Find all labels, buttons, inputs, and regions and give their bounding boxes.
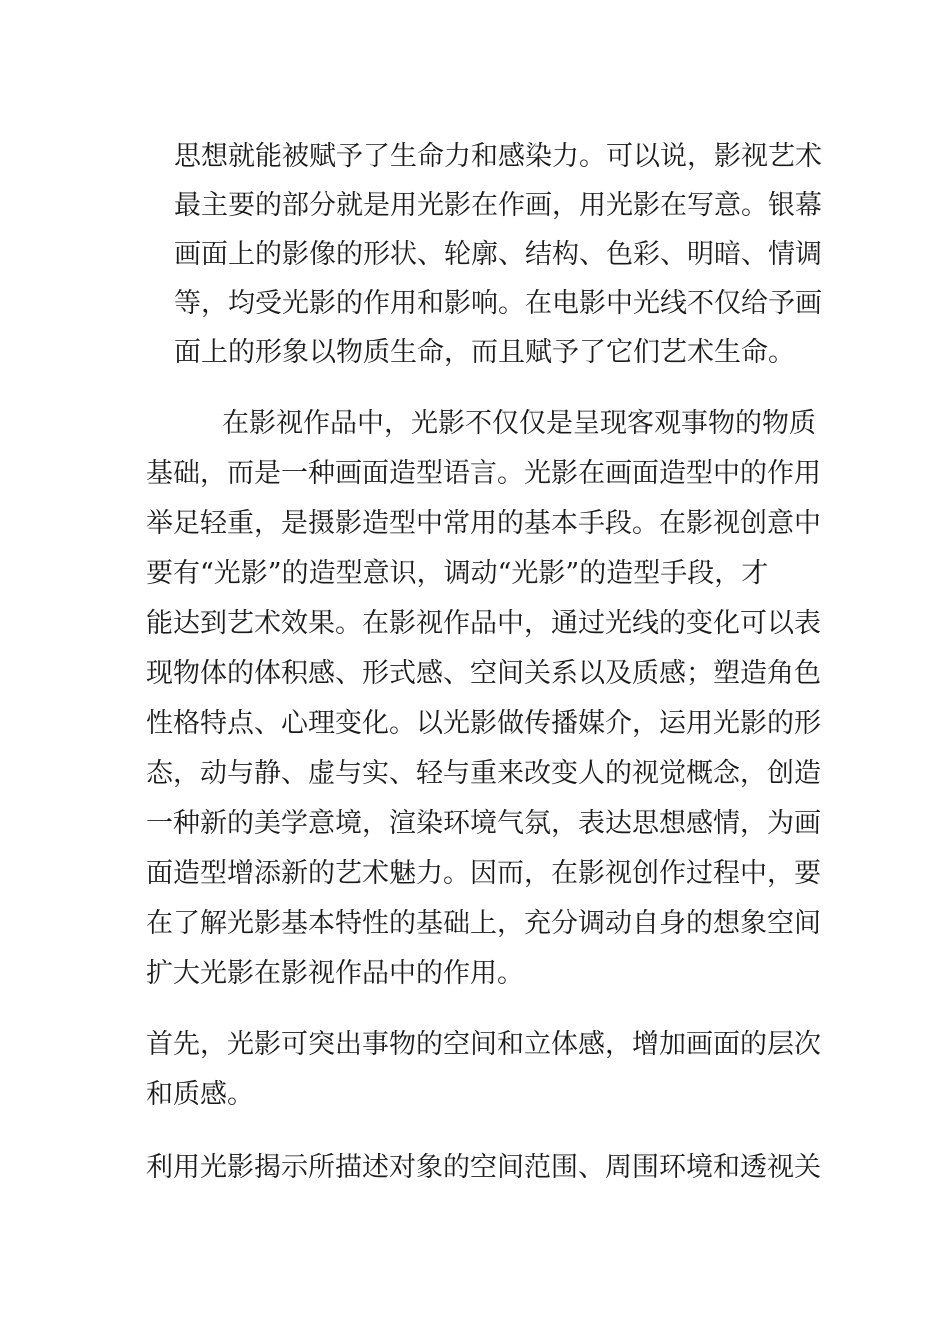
paragraph-line: 面造型增添新的艺术魅力。因而，在影视创作过程中，要 (146, 858, 821, 889)
paragraph-line: 面上的形象以物质生命，而且赋予了它们艺术生命。 (174, 337, 795, 368)
paragraph-line: 思想就能被赋予了生命力和感染力。可以说，影视艺术 (174, 141, 822, 172)
paragraph-line: 和质感。 (146, 1079, 254, 1110)
paragraph-line: 在了解光影基本特性的基础上，充分调动自身的想象空间 (146, 908, 821, 939)
paragraph-line: 举足轻重，是摄影造型中常用的基本手段。在影视创意中 (146, 508, 821, 539)
paragraph-line: 基础，而是一种画面造型语言。光影在画面造型中的作用 (146, 458, 821, 489)
paragraph-line: 态，动与静、虚与实、轻与重来改变人的视觉概念，创造 (146, 758, 821, 789)
paragraph-line: 能达到艺术效果。在影视作品中，通过光线的变化可以表 (146, 608, 821, 639)
paragraph-line: 现物体的体积感、形式感、空间关系以及质感；塑造角色 (146, 658, 821, 689)
paragraph-line: 最主要的部分就是用光影在作画，用光影在写意。银幕 (174, 190, 822, 221)
paragraph-line: 性格特点、心理变化。以光影做传播媒介，运用光影的形 (146, 708, 821, 739)
paragraph-line: 扩大光影在影视作品中的作用。 (146, 958, 524, 989)
paragraph-line: 画面上的影像的形状、轮廓、结构、色彩、明暗、情调 (174, 239, 822, 270)
paragraph-line: 首先，光影可突出事物的空间和立体感，增加画面的层次 (146, 1029, 821, 1060)
paragraph-line: 在影视作品中，光影不仅仅是呈现客观事物的物质 (222, 408, 816, 439)
paragraph-line: 一种新的美学意境，渲染环境气氛，表达思想感情，为画 (146, 808, 821, 839)
paragraph-line: 要有“光影”的造型意识，调动“光影”的造型手段，才 (146, 558, 769, 589)
paragraph-line: 等，均受光影的作用和影响。在电影中光线不仅给予画 (174, 288, 822, 319)
paragraph-line: 利用光影揭示所描述对象的空间范围、周围环境和透视关 (146, 1152, 821, 1183)
